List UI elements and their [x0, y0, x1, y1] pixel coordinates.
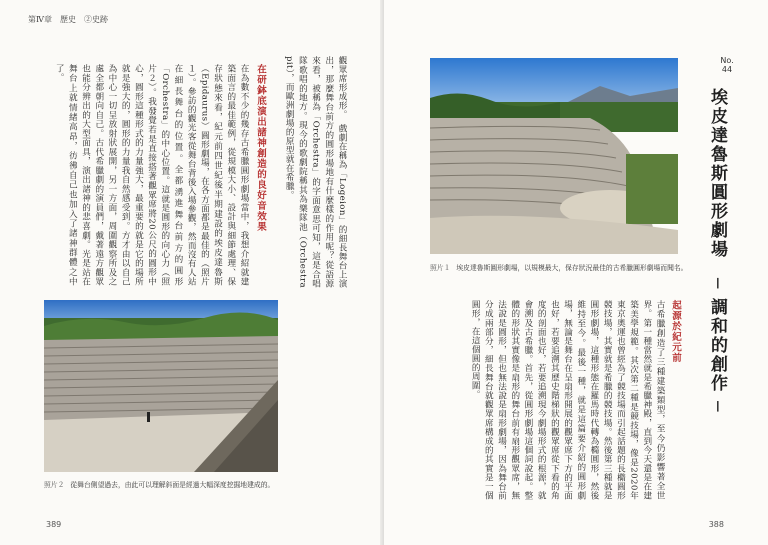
entry-number-label: No.	[720, 56, 734, 65]
page-number-left: 389	[46, 520, 62, 529]
body-text-top: 觀眾席形成形。 戲劇在稱為「Logeion」的細長舞台上演出，那麼舞台前方的圓形場地有什麼樣的作用呢？從語源來看，被稱為「Orchestra」的字面意思可知，這是合唱隊歌唱的地方。現今的歌劇院稱其為樂隊池（Orchestra pit），而歐洲劇場的原型就在希臘。	[284, 56, 347, 288]
photo-1-label: 照片１	[430, 264, 451, 272]
photo-1-caption	[430, 262, 687, 272]
photo-2-caption	[44, 479, 274, 489]
photo-2	[44, 300, 278, 472]
photo-2-label: 照片２	[44, 481, 65, 489]
entry-number-value: 44	[721, 65, 733, 74]
entry-title: 埃皮達魯斯圓形劇場 ─ 調和的創作 ─	[707, 88, 727, 414]
running-header: 第Ⅳ章 歷史 ②史跡	[28, 15, 108, 24]
body-text-bottom: 在為數不少的幾存古希臘圓形劇場當中，我想介紹就建築面言的最佳範例，從規模大小、設計與細節處理、保存狀態來看，紀元前四世紀後半期建設的埃皮達魯斯（Epidaurus）圓形劇場，在各方面都是最佳的（照片１）。參訪的觀光客從舞台背後入場參觀，然而沒有人站在細長舞台的位置。全都湧進舞台前方的圓形「Orchestra」的中心位置。這就是圓形的向心力（照片２）。我發覺若是直接搭著觀眾席將20公尺的圓形中心，圓形這種形式的力量強大，最重要的就是它的場所就是強大的，圓形的力量我自然感受到。方才由以自己為中心一切呈放射狀展開，另一方面，周圍觀察所及之處全都朝向自己。古代希臘劇的演員們，戴著遠方觀眾也能分辨出的大型面具，演出諸神的悲喜劇。光是站在舞台上就情緒高昂，彷彿自己也加入了諸神群體之中了。	[54, 64, 249, 286]
page-number-right: 388	[708, 520, 724, 529]
right-body-text: 古希臘創造了三種建築類型，至今仍影響著全世界。第一種當然就是希臘神殿，直到今天還是在建築美學規範。其次第二種是競技場，像是2020年東京奧運也曾經為了競技場而引起話題的長橢圓形競技場，其實就是希臘的競技場。然後第三種就是圓形劇場，這種形態在羅馬時代轉為橢圓形，然後維持至今。最後一種，就是這篇要介紹的圓形劇場，無論是舞台在呈扇形開展的觀眾席下方的平面也好，若要追溯其歷史階梯狀的觀眾席從下看的角度的剖面也好，若要追溯現今劇場形式的根源，就會溯及古希臘。首先，從圓形劇場這個詞說起。整體的形狀其實像是扇形的舞台前有扇形觀眾席，無法說是圓形，但也無法說是扇形劇場，因為舞台前分成兩部分，細長舞台就觀眾席構成的其實是一個圓形，在這個圓的周圍。	[470, 300, 665, 500]
photo-1-caption-text: 埃皮達魯斯圓形劇場，以規模最大，保存狀況最佳的古希臘圓形劇場而聞名。	[456, 264, 688, 272]
section-subheading-origin: 起源於紀元前	[670, 300, 681, 363]
entry-number	[715, 56, 739, 74]
photo-2-caption-text: 從舞台側望過去，由此可以理解斜面是經過大幅深度挖掘地建成的。	[70, 481, 275, 489]
photo-1	[430, 58, 678, 254]
section-subheading: 在研鉢底演出諸神創造的良好音效果	[255, 64, 266, 232]
